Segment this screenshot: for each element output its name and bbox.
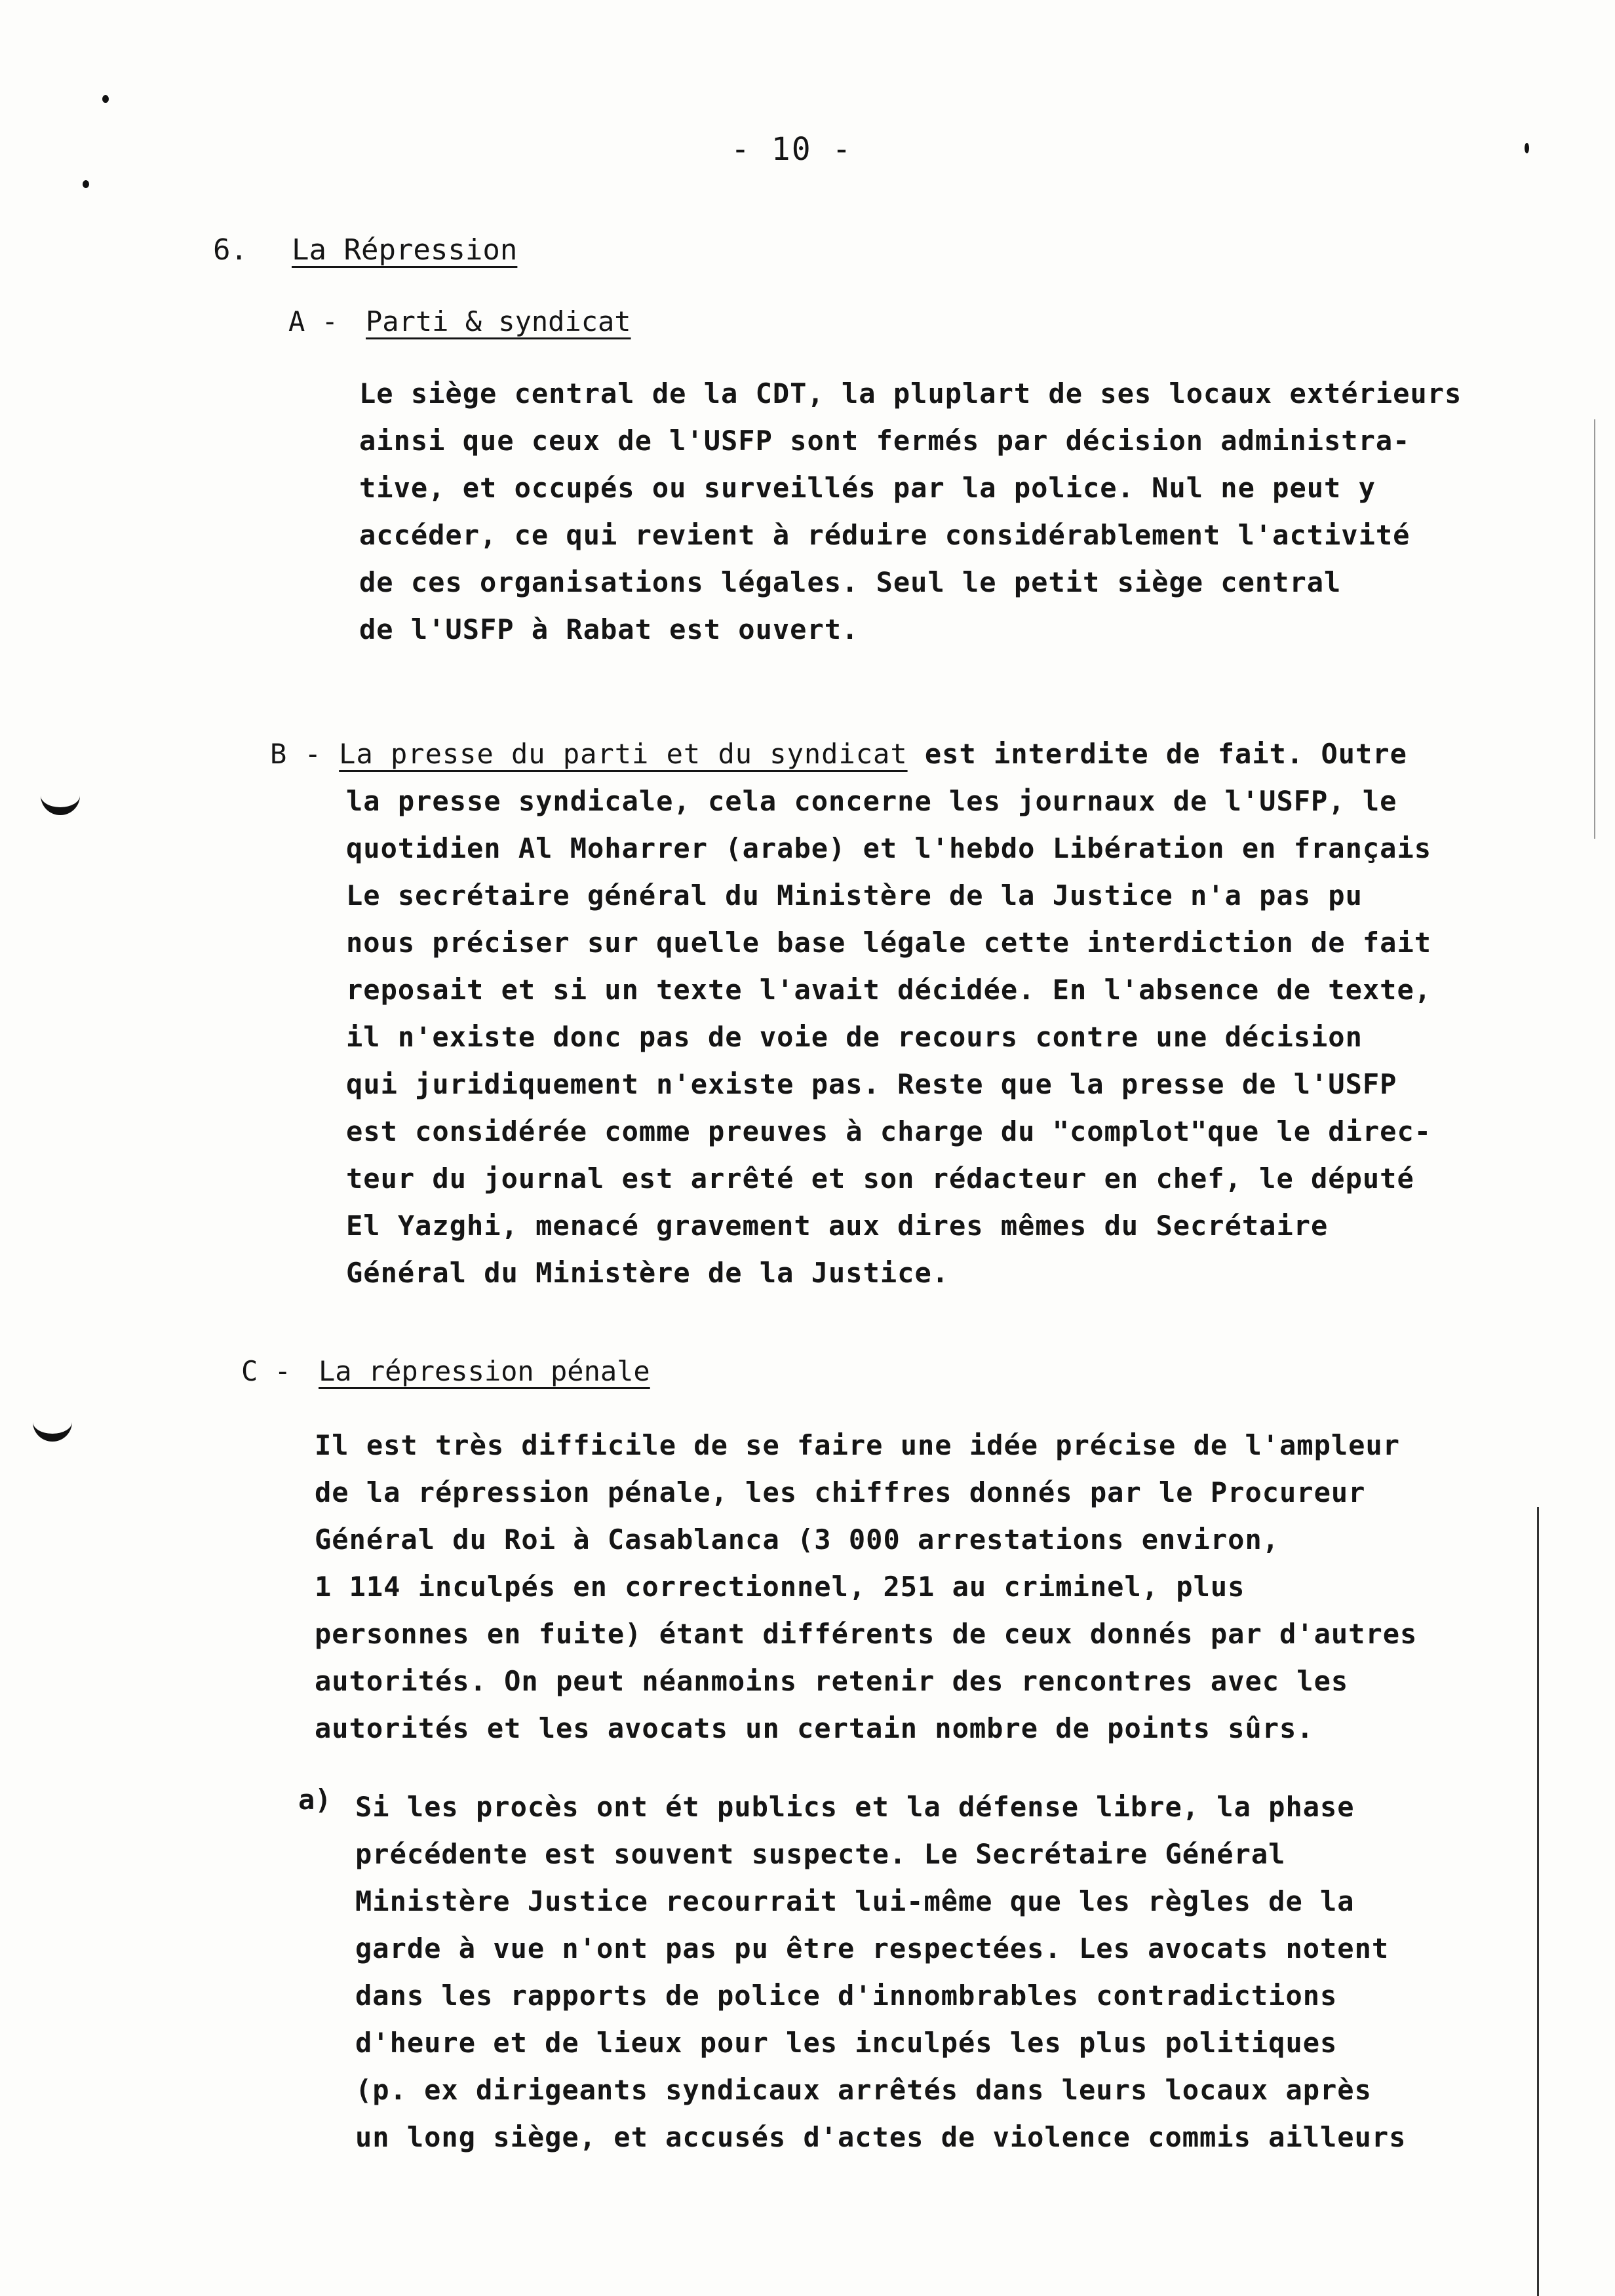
paragraph-line: de l'USFP à Rabat est ouvert. — [359, 613, 859, 645]
paragraph-line: accéder, ce qui revient à réduire considérablement l'activité — [359, 519, 1411, 551]
subsection-b-first-line-rest: est interdite de fait. Outre — [907, 738, 1407, 770]
paragraph-line: Général du Ministère de la Justice. — [346, 1257, 950, 1289]
paragraph-line: Si les procès ont ét publics et la défense libre, la phase — [355, 1791, 1355, 1823]
subsection-a-title: Parti & syndicat — [366, 305, 631, 337]
paragraph-line: il n'existe donc pas de voie de recours contre une décision — [346, 1021, 1363, 1053]
paragraph-line: (p. ex dirigeants syndicaux arrêtés dans leurs locaux après — [355, 2074, 1372, 2106]
section-heading — [213, 233, 517, 267]
subsection-c-paragraph — [315, 1422, 1417, 1752]
paragraph-line: est considérée comme preuves à charge du "complot"que le direc- — [346, 1115, 1432, 1147]
scan-speck — [102, 95, 109, 103]
page-number: - 10 - — [731, 131, 853, 168]
subsection-c-heading — [241, 1355, 650, 1387]
page-edge-line — [1594, 419, 1595, 839]
item-a-label: a) — [298, 1784, 332, 1816]
paragraph-line: autorités et les avocats un certain nombre de points sûrs. — [315, 1712, 1314, 1744]
subsection-b-first-line — [270, 731, 1407, 778]
subsection-a-letter: A - — [288, 305, 338, 337]
paragraph-line: un long siège, et accusés d'actes de violence commis ailleurs — [355, 2121, 1407, 2153]
subsection-c-letter: C - — [241, 1355, 291, 1387]
paragraph-line: Ministère Justice recourrait lui-même que les règles de la — [355, 1885, 1355, 1917]
paragraph-line: 1 114 inculpés en correctionnel, 251 au criminel, plus — [315, 1571, 1245, 1603]
subsection-b-letter: B - — [270, 738, 322, 770]
paragraph-line: teur du journal est arrêté et son rédacteur en chef, le député — [346, 1162, 1414, 1195]
paragraph-line: Le siège central de la CDT, la pluplart de ses locaux extérieurs — [359, 377, 1462, 410]
subsection-b-body — [346, 778, 1431, 1297]
paragraph-line: Général du Roi à Casablanca (3 000 arrestations environ, — [315, 1523, 1280, 1556]
scan-speck — [1525, 143, 1529, 153]
paragraph-line: El Yazghi, menacé gravement aux dires mêmes du Secrétaire — [346, 1210, 1329, 1242]
page-edge-line — [1537, 1507, 1539, 2296]
paragraph-line: précédente est souvent suspecte. Le Secrétaire Général — [355, 1838, 1286, 1870]
paragraph-line: tive, et occupés ou surveillés par la police. Nul ne peut y — [359, 472, 1376, 504]
paragraph-line: dans les rapports de police d'innombrables contradictions — [355, 1980, 1338, 2012]
subsection-c-title: La répression pénale — [319, 1355, 650, 1387]
section-number: 6. — [213, 233, 248, 267]
punch-hole-mark — [33, 1407, 72, 1442]
paragraph-line: Il est très difficile de se faire une idée précise de l'ampleur — [315, 1429, 1401, 1461]
paragraph-line: ainsi que ceux de l'USFP sont fermés par décision administra- — [359, 425, 1411, 457]
item-a-paragraph — [355, 1784, 1406, 2161]
paragraph-line: personnes en fuite) étant différents de ceux donnés par d'autres — [315, 1618, 1418, 1650]
subsection-a-heading — [288, 305, 631, 337]
paragraph-line: de la répression pénale, les chiffres donnés par le Procureur — [315, 1476, 1366, 1508]
paragraph-line: autorités. On peut néanmoins retenir des rencontres avec les — [315, 1665, 1349, 1697]
subsection-a-paragraph — [359, 370, 1462, 653]
paragraph-line: reposait et si un texte l'avait décidée. En l'absence de texte, — [346, 974, 1432, 1006]
paragraph-line: garde à vue n'ont pas pu être respectées. Les avocats notent — [355, 1932, 1390, 1964]
section-title: La Répression — [292, 233, 518, 267]
scan-speck — [83, 180, 89, 188]
paragraph-line: quotidien Al Moharrer (arabe) et l'hebdo Libération en français — [346, 832, 1432, 864]
paragraph-line: Le secrétaire général du Ministère de la Justice n'a pas pu — [346, 879, 1363, 911]
paragraph-line: de ces organisations légales. Seul le petit siège central — [359, 566, 1342, 598]
paragraph-line: nous préciser sur quelle base légale cette interdiction de fait — [346, 927, 1432, 959]
paragraph-line: la presse syndicale, cela concerne les journaux de l'USFP, le — [346, 785, 1397, 817]
punch-hole-mark — [41, 781, 80, 815]
paragraph-line: d'heure et de lieux pour les inculpés les plus politiques — [355, 2027, 1338, 2059]
subsection-b-title: La presse du parti et du syndicat — [339, 738, 908, 770]
subsection-b-paragraph — [270, 731, 1407, 778]
paragraph-line: qui juridiquement n'existe pas. Reste que la presse de l'USFP — [346, 1068, 1397, 1100]
